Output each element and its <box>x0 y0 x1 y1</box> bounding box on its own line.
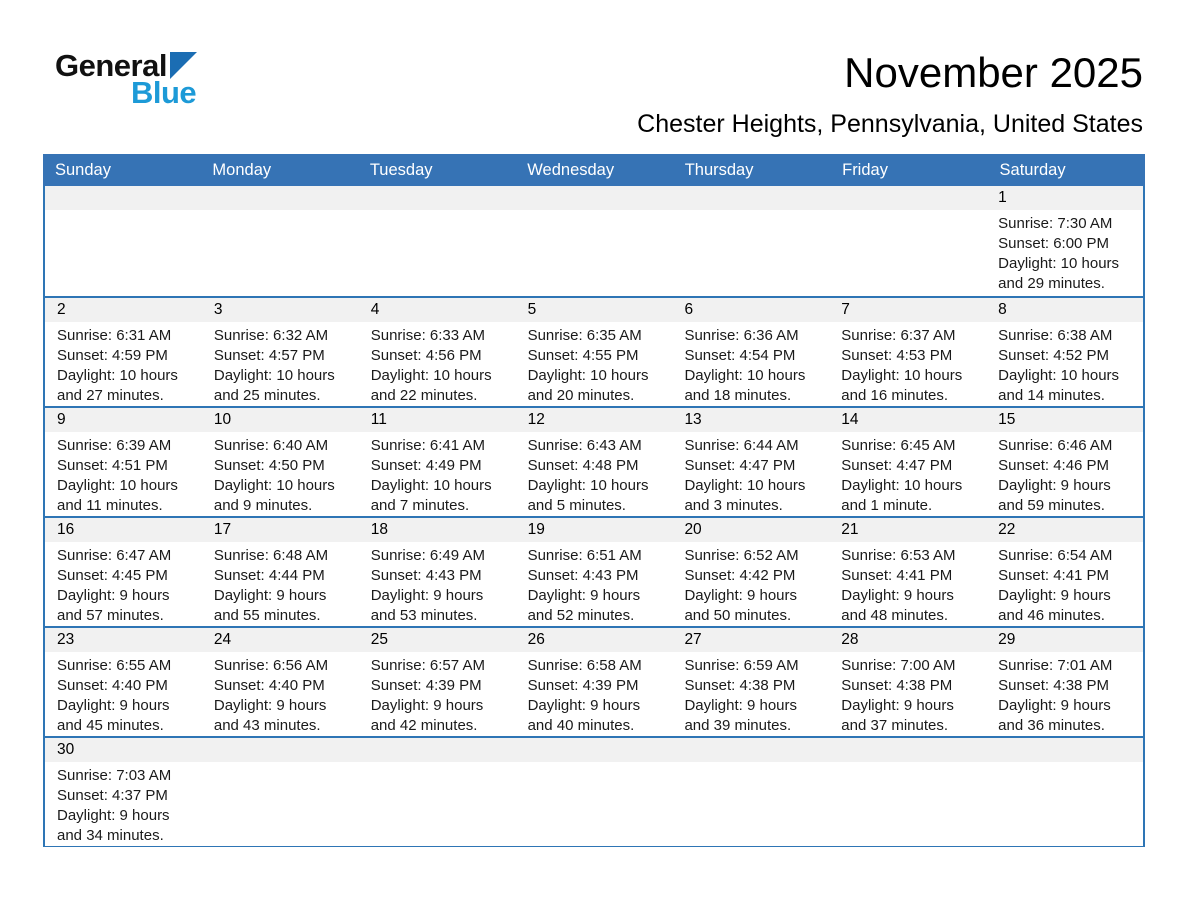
sunrise-line: Sunrise: 6:54 AM <box>998 547 1113 565</box>
day-info <box>986 652 1143 736</box>
day-number-empty <box>202 186 359 210</box>
day-number: 22 <box>986 518 1143 542</box>
daylight-line-2: and 11 minutes. <box>57 497 163 515</box>
day-number: 23 <box>45 628 202 652</box>
day-number-empty <box>45 186 202 210</box>
sunset-line: Sunset: 4:45 PM <box>57 567 168 585</box>
daylight-line-1: Daylight: 10 hours <box>841 477 963 495</box>
sunset-line: Sunset: 4:38 PM <box>998 677 1110 695</box>
sunrise-line: Sunrise: 7:03 AM <box>57 767 172 785</box>
sunrise-line: Sunrise: 6:53 AM <box>841 547 956 565</box>
day-info <box>986 210 1143 296</box>
daylight-line-1: Daylight: 10 hours <box>684 367 806 385</box>
day-info <box>829 542 986 626</box>
day-number: 15 <box>986 408 1143 432</box>
day-cell-empty <box>986 738 1143 846</box>
daylight-line-1: Daylight: 10 hours <box>57 477 178 495</box>
daylight-line-2: and 52 minutes. <box>527 607 635 625</box>
sunrise-line: Sunrise: 6:52 AM <box>684 547 799 565</box>
sunset-line: Sunset: 4:50 PM <box>213 457 325 475</box>
day-number: 12 <box>516 408 673 432</box>
day-info <box>986 542 1143 626</box>
sunrise-line: Sunrise: 6:40 AM <box>213 437 329 455</box>
day-number: 7 <box>829 298 986 322</box>
week-row-4 <box>45 516 1143 626</box>
daylight-line-2: and 37 minutes. <box>841 717 949 735</box>
day-info <box>202 432 359 516</box>
day-cell-empty <box>516 738 673 846</box>
daylight-line-2: and 1 minute. <box>841 497 933 515</box>
day-number: 26 <box>516 628 673 652</box>
daylight-line-1: Daylight: 9 hours <box>57 807 170 825</box>
sunset-line: Sunset: 4:38 PM <box>841 677 953 695</box>
day-number: 9 <box>45 408 202 432</box>
daylight-line-2: and 57 minutes. <box>57 607 164 625</box>
day-info <box>45 652 202 736</box>
day-cell-1 <box>986 186 1143 296</box>
daylight-line-2: and 18 minutes. <box>684 387 792 405</box>
weekday-header-row <box>43 154 1145 186</box>
daylight-line-1: Daylight: 10 hours <box>370 477 492 495</box>
day-cell-19 <box>516 518 673 626</box>
logo-text-general: General <box>55 48 167 83</box>
day-cell-9 <box>45 408 202 516</box>
day-info <box>202 322 359 406</box>
sunrise-line: Sunrise: 6:45 AM <box>841 437 956 455</box>
day-info <box>672 432 829 516</box>
daylight-line-2: and 16 minutes. <box>841 387 949 405</box>
day-number: 29 <box>986 628 1143 652</box>
day-cell-10 <box>202 408 359 516</box>
day-number: 24 <box>202 628 359 652</box>
sunrise-line: Sunrise: 6:48 AM <box>213 547 329 565</box>
day-info <box>359 652 516 736</box>
day-number-empty <box>516 186 673 210</box>
weekday-label-sunday: Sunday <box>55 160 111 179</box>
sunrise-line: Sunrise: 7:30 AM <box>998 215 1113 233</box>
day-info <box>516 542 673 626</box>
daylight-line-1: Daylight: 10 hours <box>370 367 492 385</box>
sunrise-line: Sunrise: 6:46 AM <box>998 437 1113 455</box>
sunrise-line: Sunrise: 6:51 AM <box>527 547 642 565</box>
sunset-line: Sunset: 4:40 PM <box>57 677 168 695</box>
daylight-line-1: Daylight: 10 hours <box>998 367 1120 385</box>
daylight-line-1: Daylight: 10 hours <box>684 477 806 495</box>
day-info <box>516 652 673 736</box>
daylight-line-2: and 20 minutes. <box>527 387 635 405</box>
day-info <box>45 432 202 516</box>
week-row-2 <box>45 296 1143 406</box>
sunrise-line: Sunrise: 6:58 AM <box>527 657 642 675</box>
day-cell-20 <box>672 518 829 626</box>
daylight-line-2: and 27 minutes. <box>57 387 164 405</box>
day-number-empty <box>986 738 1143 762</box>
sunrise-line: Sunrise: 6:37 AM <box>841 327 956 345</box>
daylight-line-2: and 29 minutes. <box>998 275 1105 293</box>
day-number: 13 <box>672 408 829 432</box>
day-number: 18 <box>359 518 516 542</box>
daylight-line-1: Daylight: 9 hours <box>841 697 954 715</box>
day-info <box>359 322 516 406</box>
day-number: 25 <box>359 628 516 652</box>
day-cell-8 <box>986 298 1143 406</box>
day-number: 30 <box>45 738 202 762</box>
page-title: November 2025 <box>844 49 1143 96</box>
week-row-6 <box>45 736 1143 846</box>
sunrise-line: Sunrise: 7:00 AM <box>841 657 956 675</box>
daylight-line-1: Daylight: 10 hours <box>841 367 963 385</box>
daylight-line-1: Daylight: 10 hours <box>57 367 178 385</box>
general-blue-logo <box>55 50 197 108</box>
daylight-line-1: Daylight: 9 hours <box>998 587 1111 605</box>
day-info <box>672 652 829 736</box>
sunset-line: Sunset: 4:43 PM <box>370 567 482 585</box>
calendar-weeks <box>43 186 1145 847</box>
daylight-line-2: and 48 minutes. <box>841 607 949 625</box>
daylight-line-2: and 40 minutes. <box>527 717 635 735</box>
day-info <box>986 322 1143 406</box>
daylight-line-2: and 45 minutes. <box>57 717 164 735</box>
sunset-line: Sunset: 4:47 PM <box>684 457 796 475</box>
sunset-line: Sunset: 4:42 PM <box>684 567 796 585</box>
day-number: 14 <box>829 408 986 432</box>
daylight-line-1: Daylight: 9 hours <box>57 587 170 605</box>
day-info <box>986 432 1143 516</box>
day-number-empty <box>672 186 829 210</box>
sunrise-line: Sunrise: 6:41 AM <box>370 437 485 455</box>
day-number: 3 <box>202 298 359 322</box>
daylight-line-1: Daylight: 9 hours <box>370 697 484 715</box>
day-cell-6 <box>672 298 829 406</box>
day-cell-empty <box>359 186 516 296</box>
day-number: 21 <box>829 518 986 542</box>
day-number: 1 <box>986 186 1143 210</box>
day-cell-23 <box>45 628 202 736</box>
sunset-line: Sunset: 4:53 PM <box>841 347 953 365</box>
day-info <box>202 542 359 626</box>
daylight-line-2: and 42 minutes. <box>370 717 478 735</box>
weekday-label-tuesday: Tuesday <box>369 160 433 179</box>
day-cell-empty <box>359 738 516 846</box>
sunrise-line: Sunrise: 6:31 AM <box>57 327 172 345</box>
sunrise-line: Sunrise: 6:55 AM <box>57 657 172 675</box>
sunset-line: Sunset: 4:40 PM <box>213 677 325 695</box>
day-cell-5 <box>516 298 673 406</box>
sunset-line: Sunset: 4:55 PM <box>527 347 639 365</box>
day-cell-7 <box>829 298 986 406</box>
sunset-line: Sunset: 4:44 PM <box>213 567 325 585</box>
day-number-empty <box>672 738 829 762</box>
day-number-empty <box>359 186 516 210</box>
day-info <box>45 542 202 626</box>
day-number-empty <box>516 738 673 762</box>
daylight-line-2: and 43 minutes. <box>213 717 321 735</box>
day-cell-29 <box>986 628 1143 736</box>
week-row-5 <box>45 626 1143 736</box>
day-number: 16 <box>45 518 202 542</box>
day-number: 8 <box>986 298 1143 322</box>
sunset-line: Sunset: 4:41 PM <box>841 567 953 585</box>
sunset-line: Sunset: 4:46 PM <box>998 457 1110 475</box>
sunset-line: Sunset: 4:52 PM <box>998 347 1110 365</box>
day-number: 4 <box>359 298 516 322</box>
sunset-line: Sunset: 4:41 PM <box>998 567 1110 585</box>
day-cell-empty <box>672 186 829 296</box>
day-cell-4 <box>359 298 516 406</box>
day-info <box>829 652 986 736</box>
day-number-empty <box>829 738 986 762</box>
sunrise-line: Sunrise: 6:57 AM <box>370 657 485 675</box>
day-cell-empty <box>202 738 359 846</box>
sunrise-line: Sunrise: 6:47 AM <box>57 547 172 565</box>
day-cell-28 <box>829 628 986 736</box>
day-cell-27 <box>672 628 829 736</box>
day-info <box>672 322 829 406</box>
weekday-label-friday: Friday <box>842 160 888 179</box>
day-cell-empty <box>829 186 986 296</box>
daylight-line-1: Daylight: 10 hours <box>998 255 1120 273</box>
daylight-line-2: and 55 minutes. <box>213 607 321 625</box>
weekday-label-monday: Monday <box>212 160 272 179</box>
day-info <box>359 432 516 516</box>
sunrise-line: Sunrise: 6:44 AM <box>684 437 799 455</box>
day-cell-empty <box>45 186 202 296</box>
daylight-line-1: Daylight: 9 hours <box>841 587 954 605</box>
sunset-line: Sunset: 6:00 PM <box>998 235 1110 253</box>
sunrise-line: Sunrise: 6:56 AM <box>213 657 329 675</box>
week-row-3 <box>45 406 1143 516</box>
day-number: 11 <box>359 408 516 432</box>
sunrise-line: Sunrise: 6:35 AM <box>527 327 642 345</box>
day-number: 27 <box>672 628 829 652</box>
sunrise-line: Sunrise: 6:59 AM <box>684 657 799 675</box>
daylight-line-1: Daylight: 10 hours <box>213 367 335 385</box>
sunset-line: Sunset: 4:39 PM <box>527 677 639 695</box>
sunrise-line: Sunrise: 7:01 AM <box>998 657 1113 675</box>
sunset-line: Sunset: 4:39 PM <box>370 677 482 695</box>
day-info <box>516 432 673 516</box>
sunset-line: Sunset: 4:59 PM <box>57 347 168 365</box>
sunrise-line: Sunrise: 6:36 AM <box>684 327 799 345</box>
sunset-line: Sunset: 4:38 PM <box>684 677 796 695</box>
daylight-line-2: and 7 minutes. <box>370 497 470 515</box>
day-info <box>516 322 673 406</box>
day-number: 19 <box>516 518 673 542</box>
day-info <box>672 542 829 626</box>
daylight-line-1: Daylight: 9 hours <box>57 697 170 715</box>
day-cell-30 <box>45 738 202 846</box>
daylight-line-2: and 36 minutes. <box>998 717 1105 735</box>
day-cell-empty <box>672 738 829 846</box>
daylight-line-1: Daylight: 9 hours <box>527 587 641 605</box>
day-cell-15 <box>986 408 1143 516</box>
day-info <box>45 322 202 406</box>
daylight-line-1: Daylight: 10 hours <box>527 477 649 495</box>
day-cell-21 <box>829 518 986 626</box>
daylight-line-2: and 50 minutes. <box>684 607 792 625</box>
day-cell-13 <box>672 408 829 516</box>
day-cell-empty <box>202 186 359 296</box>
logo-text-blue: Blue <box>131 75 197 110</box>
day-number: 6 <box>672 298 829 322</box>
daylight-line-1: Daylight: 9 hours <box>213 697 327 715</box>
daylight-line-2: and 53 minutes. <box>370 607 478 625</box>
daylight-line-2: and 59 minutes. <box>998 497 1105 515</box>
daylight-line-1: Daylight: 9 hours <box>998 477 1111 495</box>
daylight-line-1: Daylight: 9 hours <box>998 697 1111 715</box>
sunset-line: Sunset: 4:47 PM <box>841 457 953 475</box>
sunset-line: Sunset: 4:51 PM <box>57 457 168 475</box>
daylight-line-1: Daylight: 9 hours <box>370 587 484 605</box>
daylight-line-2: and 9 minutes. <box>213 497 313 515</box>
day-number: 10 <box>202 408 359 432</box>
sunset-line: Sunset: 4:37 PM <box>57 787 168 805</box>
day-cell-22 <box>986 518 1143 626</box>
day-cell-3 <box>202 298 359 406</box>
title-block <box>637 50 1143 139</box>
daylight-line-2: and 3 minutes. <box>684 497 783 515</box>
day-cell-empty <box>829 738 986 846</box>
day-cell-17 <box>202 518 359 626</box>
sunset-line: Sunset: 4:49 PM <box>370 457 482 475</box>
day-number: 2 <box>45 298 202 322</box>
week-row-1 <box>45 186 1143 296</box>
day-cell-14 <box>829 408 986 516</box>
day-cell-11 <box>359 408 516 516</box>
daylight-line-2: and 39 minutes. <box>684 717 792 735</box>
sunset-line: Sunset: 4:43 PM <box>527 567 639 585</box>
day-info <box>359 542 516 626</box>
day-cell-2 <box>45 298 202 406</box>
day-cell-25 <box>359 628 516 736</box>
day-number-empty <box>829 186 986 210</box>
weekday-label-saturday: Saturday <box>999 160 1066 179</box>
daylight-line-1: Daylight: 9 hours <box>684 697 797 715</box>
page-header <box>0 0 1188 139</box>
day-number: 28 <box>829 628 986 652</box>
daylight-line-2: and 5 minutes. <box>527 497 626 515</box>
daylight-line-2: and 22 minutes. <box>370 387 478 405</box>
day-info <box>202 652 359 736</box>
day-cell-12 <box>516 408 673 516</box>
day-info <box>829 322 986 406</box>
sunrise-line: Sunrise: 6:33 AM <box>370 327 485 345</box>
day-number: 20 <box>672 518 829 542</box>
day-number: 17 <box>202 518 359 542</box>
sunset-line: Sunset: 4:48 PM <box>527 457 639 475</box>
daylight-line-2: and 25 minutes. <box>213 387 321 405</box>
day-cell-18 <box>359 518 516 626</box>
sunset-line: Sunset: 4:56 PM <box>370 347 482 365</box>
weekday-label-wednesday: Wednesday <box>527 160 615 179</box>
page-subtitle: Chester Heights, Pennsylvania, United States <box>637 110 1143 139</box>
sunrise-line: Sunrise: 6:49 AM <box>370 547 485 565</box>
daylight-line-1: Daylight: 9 hours <box>527 697 641 715</box>
daylight-line-1: Daylight: 10 hours <box>527 367 649 385</box>
day-cell-16 <box>45 518 202 626</box>
daylight-line-1: Daylight: 9 hours <box>213 587 327 605</box>
sunset-line: Sunset: 4:54 PM <box>684 347 796 365</box>
day-info <box>829 432 986 516</box>
day-number-empty <box>359 738 516 762</box>
sunrise-line: Sunrise: 6:32 AM <box>213 327 329 345</box>
sunrise-line: Sunrise: 6:39 AM <box>57 437 172 455</box>
calendar <box>43 154 1145 847</box>
day-cell-24 <box>202 628 359 736</box>
sunset-line: Sunset: 4:57 PM <box>213 347 325 365</box>
daylight-line-1: Daylight: 10 hours <box>213 477 335 495</box>
day-number: 5 <box>516 298 673 322</box>
day-info <box>45 762 202 846</box>
sunrise-line: Sunrise: 6:38 AM <box>998 327 1113 345</box>
weekday-label-thursday: Thursday <box>684 160 754 179</box>
day-cell-26 <box>516 628 673 736</box>
daylight-line-2: and 14 minutes. <box>998 387 1105 405</box>
daylight-line-2: and 46 minutes. <box>998 607 1105 625</box>
day-number-empty <box>202 738 359 762</box>
day-cell-empty <box>516 186 673 296</box>
daylight-line-1: Daylight: 9 hours <box>684 587 797 605</box>
sunrise-line: Sunrise: 6:43 AM <box>527 437 642 455</box>
daylight-line-2: and 34 minutes. <box>57 827 164 845</box>
